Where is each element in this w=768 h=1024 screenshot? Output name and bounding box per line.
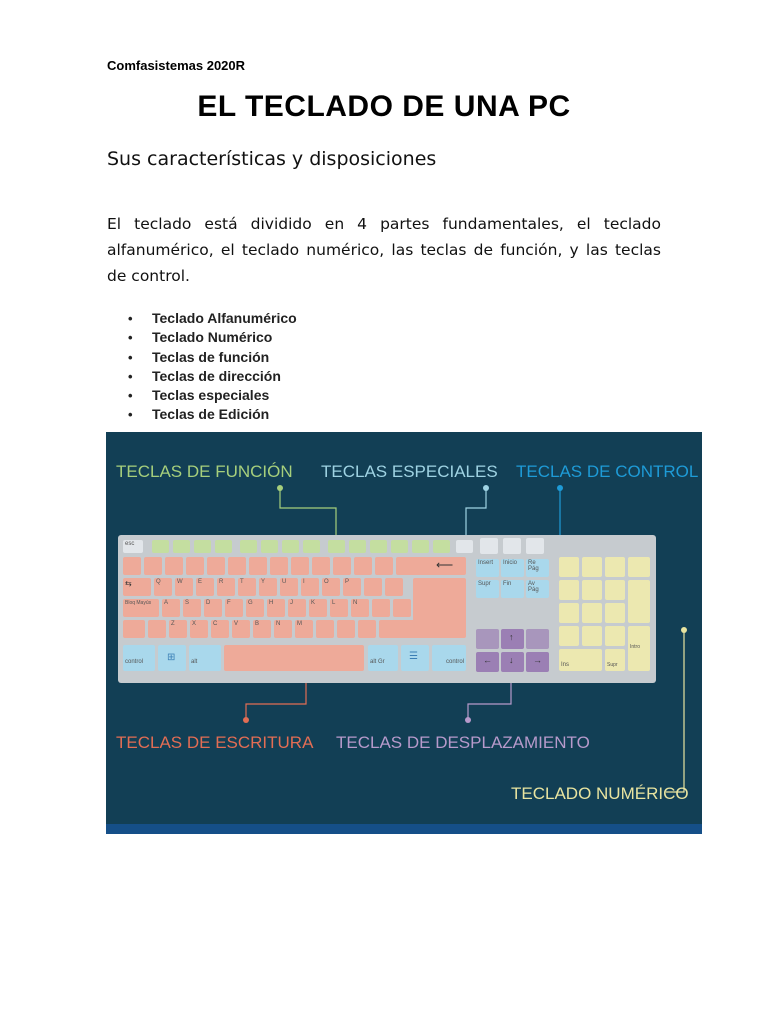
key-f14	[433, 540, 450, 553]
key-f13	[412, 540, 429, 553]
key-q: Q	[154, 578, 172, 596]
key-shift-left	[123, 620, 145, 638]
key-0	[333, 557, 351, 575]
key-num-8	[582, 580, 602, 600]
key-4	[207, 557, 225, 575]
key-r: R	[217, 578, 235, 596]
key-f4	[215, 540, 232, 553]
key-control-right: control	[432, 645, 466, 671]
key-f9	[328, 540, 345, 553]
key-8	[291, 557, 309, 575]
key-menu	[401, 645, 429, 671]
label-teclas-control: TECLAS DE CONTROL	[516, 462, 699, 481]
key-windows	[158, 645, 186, 671]
key-insert: Insert	[476, 559, 499, 577]
key-minus	[358, 620, 376, 638]
key-n-tilde: Ñ	[351, 599, 369, 617]
key-num-9	[605, 580, 625, 600]
keyboard-diagram	[106, 432, 702, 834]
key-u: U	[280, 578, 298, 596]
key-num-0: Ins	[559, 649, 602, 671]
keyboard-body	[118, 535, 656, 683]
key-6	[249, 557, 267, 575]
key-alt: alt	[189, 645, 221, 671]
arrow-left-icon: ←	[483, 655, 492, 665]
label-teclas-desplazamiento: TECLAS DE DESPLAZAMIENTO	[336, 733, 590, 752]
bullet-item: • Teclado Alfanumérico	[128, 309, 297, 328]
key-e: E	[196, 578, 214, 596]
backspace-arrow-icon: ⟵	[436, 558, 454, 572]
key-b: B	[253, 620, 271, 638]
key-arrow-up	[501, 629, 524, 649]
key-s: S	[183, 599, 201, 617]
bullet-item: • Teclas de dirección	[128, 367, 297, 386]
key-num-5	[582, 603, 602, 623]
arrow-right-icon: →	[533, 655, 542, 665]
key-f8	[303, 540, 320, 553]
menu-icon: ☰	[409, 651, 418, 662]
bullet-item: • Teclas especiales	[128, 386, 297, 405]
key-accent	[364, 578, 382, 596]
key-esc: esc	[123, 540, 143, 553]
arrow-down-icon: ↓	[509, 655, 514, 665]
key-num-7	[559, 580, 579, 600]
key-j: J	[288, 599, 306, 617]
key-f10	[349, 540, 366, 553]
key-special-3	[526, 538, 544, 554]
key-f7	[282, 540, 299, 553]
key-7	[270, 557, 288, 575]
key-num-4	[559, 603, 579, 623]
bullet-list	[128, 309, 297, 425]
key-space	[224, 645, 364, 671]
key-tab	[123, 578, 151, 596]
key-less-than	[148, 620, 166, 638]
key-special-2	[503, 538, 521, 554]
tab-arrow-icon: ⇆	[125, 579, 132, 588]
label-teclas-funcion: TECLAS DE FUNCIÓN	[116, 462, 293, 481]
key-num-3	[605, 626, 625, 646]
bullet-item: • Teclado Numérico	[128, 328, 297, 347]
key-arrow-left	[476, 652, 499, 672]
key-d: D	[204, 599, 222, 617]
key-plus	[385, 578, 403, 596]
key-h: H	[267, 599, 285, 617]
arrow-cluster-bg	[526, 629, 549, 649]
label-teclado-numerico: TECLADO NUMÉRICO	[511, 784, 689, 803]
key-num-lock	[559, 557, 579, 577]
key-backspace	[396, 557, 466, 575]
arrow-up-icon: ↑	[509, 632, 514, 642]
key-t: T	[238, 578, 256, 596]
key-l: L	[330, 599, 348, 617]
header-org: Comfasistemas 2020R	[107, 58, 246, 73]
key-i: I	[301, 578, 319, 596]
key-num-minus	[628, 557, 650, 577]
key-inicio: Inicio	[501, 559, 524, 577]
key-num-plus	[628, 580, 650, 623]
key-o: O	[322, 578, 340, 596]
key-arrow-right	[526, 652, 549, 672]
key-shift-right	[379, 620, 466, 638]
key-num-decimal: Supr	[605, 649, 625, 671]
key-c: C	[211, 620, 229, 638]
bullet-item: • Teclas de Edición	[128, 405, 297, 424]
figure-bottom-band	[106, 824, 702, 834]
key-v: V	[232, 620, 250, 638]
key-acute	[372, 599, 390, 617]
intro-paragraph: El teclado está dividido en 4 partes fundamentales, el teclado alfanumérico, el teclado numérico, las teclas de función, y las teclas de control.	[107, 215, 661, 285]
key-9	[312, 557, 330, 575]
key-n: N	[274, 620, 292, 638]
key-num-1	[559, 626, 579, 646]
key-supr: Supr	[476, 580, 499, 598]
key-fin: Fin	[501, 580, 524, 598]
key-f: F	[225, 599, 243, 617]
key-grave	[123, 557, 141, 575]
key-f5	[240, 540, 257, 553]
key-num-multiply	[605, 557, 625, 577]
key-f3	[194, 540, 211, 553]
key-comma	[316, 620, 334, 638]
bullet-item: • Teclas de función	[128, 348, 297, 367]
key-eject	[456, 540, 473, 553]
key-alt-gr: alt Gr	[368, 645, 398, 671]
key-z: Z	[169, 620, 187, 638]
key-c-cedilla	[393, 599, 411, 617]
document-subtitle: Sus características y disposiciones	[107, 148, 437, 170]
key-inverted-exclamation	[375, 557, 393, 575]
key-5	[228, 557, 246, 575]
key-1	[144, 557, 162, 575]
key-control-left: control	[123, 645, 155, 671]
key-num-2	[582, 626, 602, 646]
key-avpag: Av Pág	[526, 580, 549, 598]
key-f1	[152, 540, 169, 553]
key-x: X	[190, 620, 208, 638]
windows-logo-icon: ⊞	[167, 652, 176, 663]
key-special-1	[480, 538, 498, 554]
key-k: K	[309, 599, 327, 617]
key-w: W	[175, 578, 193, 596]
key-2	[165, 557, 183, 575]
key-num-divide	[582, 557, 602, 577]
label-teclas-escritura: TECLAS DE ESCRITURA	[116, 733, 314, 752]
key-apostrophe	[354, 557, 372, 575]
key-f6	[261, 540, 278, 553]
key-num-intro: Intro	[628, 626, 650, 671]
key-a: A	[162, 599, 180, 617]
key-f2	[173, 540, 190, 553]
key-arrow-down	[501, 652, 524, 672]
document-title: EL TECLADO DE UNA PC	[197, 90, 571, 123]
key-m: M	[295, 620, 313, 638]
key-bloq-mayus: Bloq Mayús	[123, 599, 159, 617]
arrow-cluster-bg	[476, 629, 499, 649]
key-y: Y	[259, 578, 277, 596]
key-period	[337, 620, 355, 638]
key-f11	[370, 540, 387, 553]
key-g: G	[246, 599, 264, 617]
key-3	[186, 557, 204, 575]
label-teclas-especiales: TECLAS ESPECIALES	[321, 462, 498, 481]
key-repag: Re Pág	[526, 559, 549, 577]
key-num-6	[605, 603, 625, 623]
key-p: P	[343, 578, 361, 596]
key-f12	[391, 540, 408, 553]
